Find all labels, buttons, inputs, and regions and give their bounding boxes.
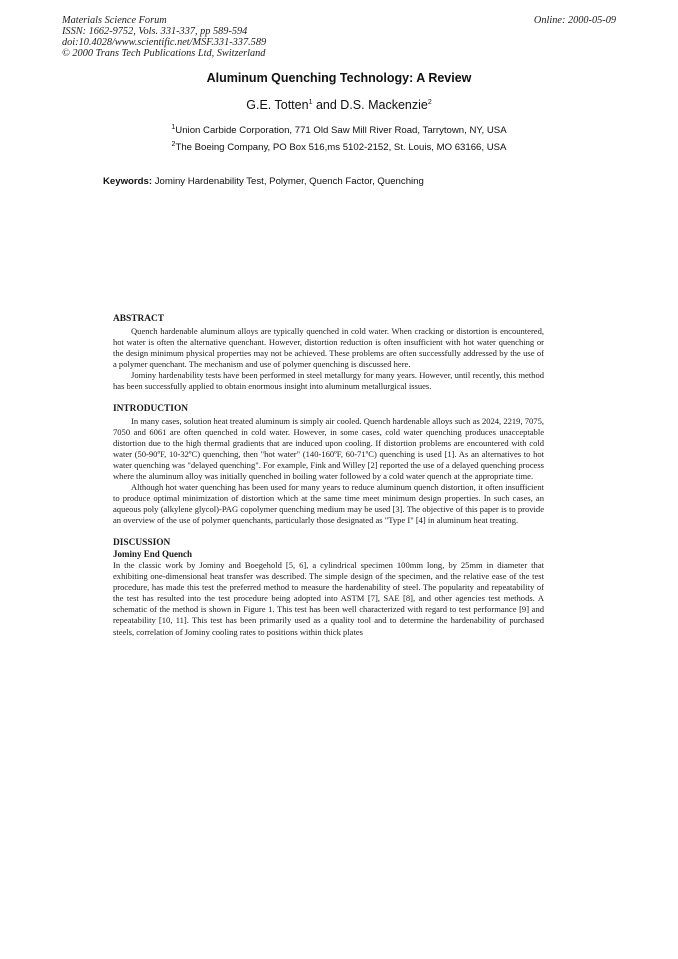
affiliation-1-num: 1 bbox=[171, 123, 176, 131]
affiliation-2 bbox=[0, 142, 678, 153]
abstract-paragraph: Quench hardenable aluminum alloys are typically quenched in cold water. When cracking or distortion is encountered, hot water is often the alternative quenchant. However, distortion reduction is often insufficient with hot water quenching or the design minimum physical properties may not be achieved. These problems are often successfully addressed by the use of a polymer quenchant. The mechanism and use of polymer quenching is discussed here. bbox=[113, 325, 544, 369]
introduction-paragraph: In many cases, solution heat treated aluminum is simply air cooled. Quench hardenable alloys such as 2024, 2219, 7075, 7050 and 6061 are often quenched in cold water. However, in some cases, cold water quenching produces unacceptable distortion due to the high thermal gradients that are induced upon cooling. If distortion problems are encountered with cold water (50-90ºF, 10-32ºC) quenching, then "hot water" (140-160ºF, 60-71ºC) quenching is used [1]. As an alternatives to hot water quenching was "delayed quenching". For example, Fink and Willey [2] reported the use of a delayed quenching process where the aluminum alloy was initially quenched in boiling water followed by a cold water quench at the appropriate time. bbox=[113, 415, 544, 482]
keywords-text: Jominy Hardenability Test, Polymer, Quench Factor, Quenching bbox=[154, 176, 424, 187]
author-2-sup: 2 bbox=[427, 98, 432, 106]
affiliation-1-text: Union Carbide Corporation, 771 Old Saw Mill River Road, Tarrytown, NY, USA bbox=[175, 125, 507, 136]
author-conjunction: and bbox=[315, 98, 337, 112]
jominy-subheading: Jominy End Quench bbox=[113, 549, 193, 559]
affiliation-2-num: 2 bbox=[171, 140, 176, 148]
abstract-heading: ABSTRACT bbox=[113, 314, 165, 324]
paper-body bbox=[113, 314, 544, 638]
abstract-paragraph: Jominy hardenability tests have been performed in steel metallurgy for many years. However, until recently, this method has been successfully applied to obtain enormous insight into aluminum metallurgical issues. bbox=[113, 369, 544, 391]
discussion-paragraph: In the classic work by Jominy and Boegehold [5, 6], a cylindrical specimen 100mm long, by 25mm in diameter that exhibiting one-dimensional heat transfer was described. The simple design of the specimen, and the relative ease of the test procedure, has made this test the preferred method to measure the hardenability of steel. The popularity and repeatability of the test has resulted into the test procedure being adopted into ASTM [7], SAE [8], and other agencies test methods. A schematic of the method is shown in Figure 1. This test has been well characterized with regard to test performance [9] and repeatability [10, 11]. This test has been primarily used as a quality tool and to determine the hardenability of purchased steels, correlation of Jominy cooling rates to positions within thick plates bbox=[113, 560, 544, 637]
keywords-label: Keywords: bbox=[103, 176, 153, 187]
doi: doi:10.4028/www.scientific.net/MSF.331-337.589 bbox=[62, 37, 267, 48]
journal-name: Materials Science Forum bbox=[62, 15, 167, 26]
author-1-sup: 1 bbox=[308, 98, 313, 106]
introduction-paragraph: Although hot water quenching has been used for many years to reduce aluminum quench distortion, it often insufficient to produce optimal minimization of distortion which at the same time meet minimum design properties. In such cases, an aqueous poly (alkylene glycol)-PAG copolymer quenching medium may be used [3]. The objective of this paper is to provide an overview of the use of polymer quenchants, particularly those designated as "Type I" [4] in aluminum heat treating. bbox=[113, 482, 544, 526]
affiliation-2-text: The Boeing Company, PO Box 516,ms 5102-2152, St. Louis, MO 63166, USA bbox=[175, 142, 507, 153]
author-2: D.S. Mackenzie bbox=[340, 98, 428, 112]
copyright: © 2000 Trans Tech Publications Ltd, Switzerland bbox=[62, 48, 266, 59]
journal-header bbox=[62, 15, 266, 59]
paper-title: Aluminum Quenching Technology: A Review bbox=[206, 71, 472, 85]
affiliation-1 bbox=[0, 125, 678, 136]
introduction-heading: INTRODUCTION bbox=[113, 404, 189, 415]
keywords bbox=[103, 176, 424, 187]
issn: ISSN: 1662-9752, Vols. 331-337, pp 589-594 bbox=[62, 26, 248, 37]
discussion-heading: DISCUSSION bbox=[113, 537, 171, 548]
authors bbox=[0, 98, 678, 112]
author-1: G.E. Totten bbox=[246, 98, 309, 112]
online-date: Online: 2000-05-09 bbox=[533, 15, 616, 26]
